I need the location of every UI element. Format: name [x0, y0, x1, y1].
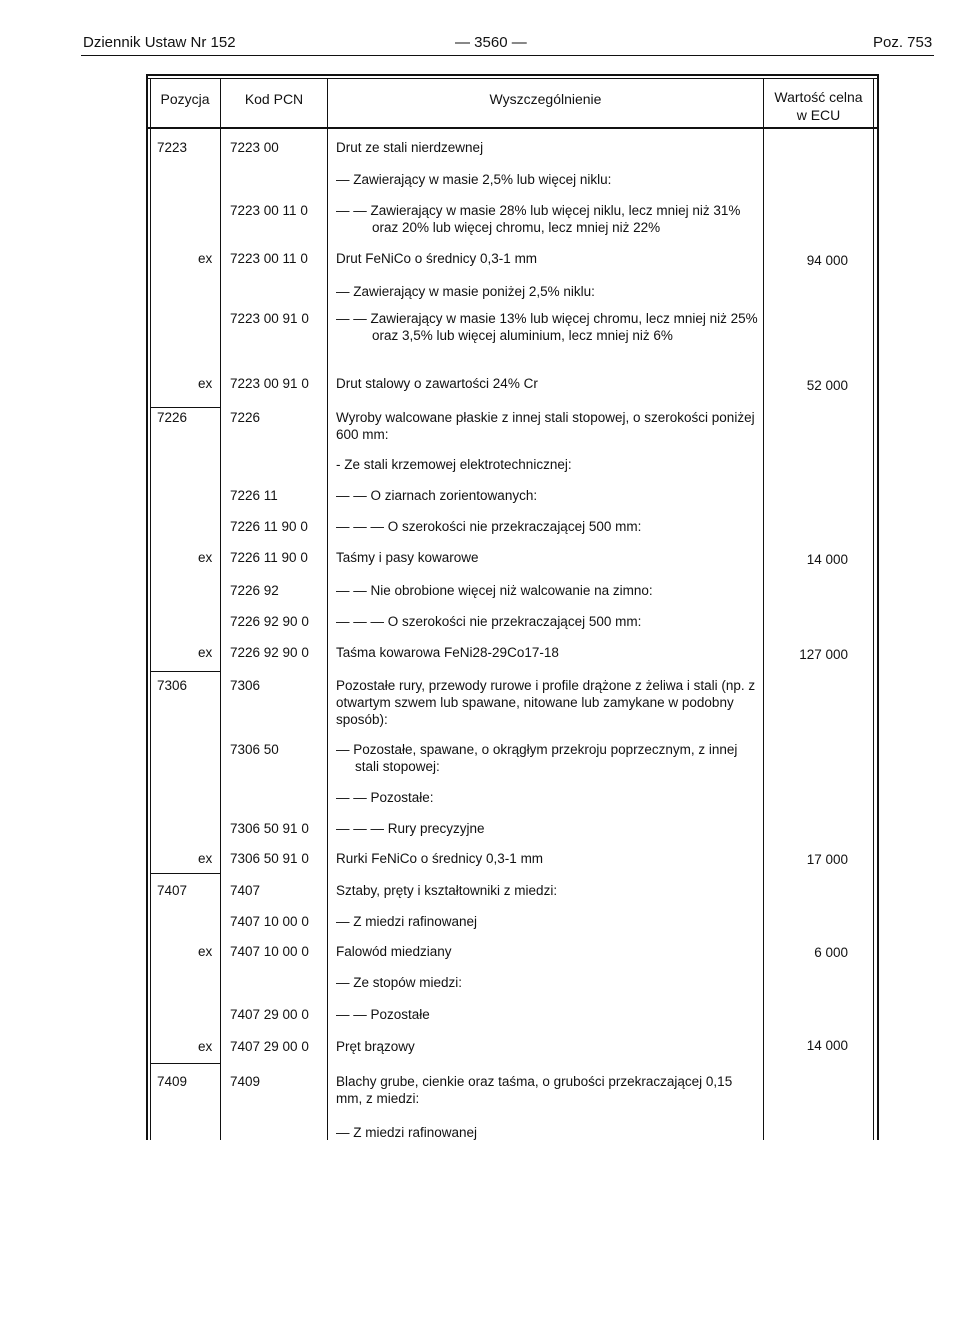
cell-ex-marker: ex: [198, 645, 213, 660]
cell-kod-pcn: 7407 10 00 0: [230, 914, 309, 929]
header-rule: [81, 55, 934, 56]
cell-description: — Z miedzi rafinowanej: [336, 1125, 478, 1140]
cell-description: — — Zawierający w masie 13% lub więcej chromu, lecz mniej niż 25% oraz 3,5% lub więcej aluminium, lecz mniej niż 6%: [336, 311, 758, 343]
cell-ex-marker: ex: [198, 944, 213, 959]
cell-kod-pcn: 7223 00 11 0: [230, 251, 308, 266]
cell-kod-pcn: 7226: [230, 410, 261, 425]
cell-kod-pcn: 7226 11: [230, 488, 278, 503]
cell-description: — — Pozostałe: [336, 1007, 430, 1022]
cell-wartosc: 17 000: [806, 852, 848, 867]
journal-title: Dziennik Ustaw Nr 152: [83, 34, 236, 51]
cell-description: — — — O szerokości nie przekraczającej 500 mm:: [336, 614, 642, 629]
table-left-border: [146, 74, 148, 1140]
cell-description: Taśmy i pasy kowarowe: [336, 550, 479, 565]
cell-kod-pcn: 7306 50 91 0: [230, 851, 309, 866]
position-number: Poz. 753: [873, 34, 933, 51]
cell-wartosc: 127 000: [799, 647, 848, 662]
cell-description: Rurki FeNiCo o średnicy 0,3-1 mm: [336, 851, 544, 866]
cell-description: Sztaby, pręty i kształtowniki z miedzi:: [336, 883, 558, 898]
cell-description: — — — O szerokości nie przekraczającej 500 mm:: [336, 519, 642, 534]
cell-description: Drut FeNiCo o średnicy 0,3-1 mm: [336, 251, 538, 266]
cell-wartosc: 14 000: [806, 552, 848, 567]
cell-description: — — Pozostałe:: [336, 790, 434, 805]
cell-ex-marker: ex: [198, 376, 213, 391]
cell-description: — — Nie obrobione więcej niż walcowanie na zimno:: [336, 583, 653, 598]
cell-kod-pcn: 7409: [230, 1074, 261, 1089]
col-header-kod: Kod PCN: [244, 91, 304, 107]
col-divider-3: [763, 78, 764, 1140]
col-header-opis: Wyszczególnienie: [489, 91, 602, 107]
cell-pozycja: 7407: [157, 883, 188, 898]
cell-ex-marker: ex: [198, 251, 213, 266]
group-divider-7306: [150, 671, 220, 672]
cell-kod-pcn: 7226 92: [230, 583, 279, 598]
cell-kod-pcn: 7226 92 90 0: [230, 645, 309, 660]
cell-ex-marker: ex: [198, 851, 213, 866]
cell-description: — Pozostałe, spawane, o okrągłym przekroju poprzecznym, z innej stali stopowej:: [336, 742, 738, 774]
cell-pozycja: 7226: [157, 410, 188, 425]
cell-description: — — O ziarnach zorientowanych:: [336, 488, 538, 503]
cell-kod-pcn: 7223 00 91 0: [230, 311, 309, 326]
cell-kod-pcn: 7407 29 00 0: [230, 1039, 309, 1054]
cell-description: — — Zawierający w masie 28% lub więcej niklu, lecz mniej niż 31% oraz 20% lub więcej chromu, lecz mniej niż 22%: [336, 203, 741, 235]
cell-description: Falowód miedziany: [336, 944, 452, 959]
cell-wartosc: 52 000: [806, 378, 848, 393]
cell-description: Wyroby walcowane płaskie z innej stali stopowej, o szerokości poniżej 600 mm:: [336, 410, 755, 442]
table-top-border-inner: [146, 78, 877, 79]
col-header-wartosc-2: w ECU: [796, 107, 841, 123]
cell-ex-marker: ex: [198, 1039, 213, 1054]
cell-description: — Z miedzi rafinowanej: [336, 914, 478, 929]
cell-kod-pcn: 7226 11 90 0: [230, 550, 308, 565]
cell-kod-pcn: 7223 00 11 0: [230, 203, 308, 218]
page-number: — 3560 —: [455, 34, 527, 51]
cell-wartosc: 14 000: [806, 1038, 848, 1053]
cell-kod-pcn: 7306 50 91 0: [230, 821, 309, 836]
table-left-border-inner: [150, 78, 151, 1140]
group-divider-7409: [150, 1063, 220, 1064]
cell-description: — Zawierający w masie 2,5% lub więcej niklu:: [336, 172, 612, 187]
cell-description: — — — Rury precyzyjne: [336, 821, 485, 836]
cell-description: Pręt brązowy: [336, 1039, 415, 1054]
header-bottom-border: [146, 127, 877, 129]
cell-kod-pcn: 7223 00 91 0: [230, 376, 309, 391]
cell-wartosc: 6 000: [814, 945, 848, 960]
cell-description: Pozostałe rury, przewody rurowe i profile drążone z żeliwa i stali (np. z otwartym szwem lub spawane, nitowane lub zamykane w podobny sposób):: [336, 678, 756, 727]
col-divider-1: [220, 78, 221, 1140]
cell-kod-pcn: 7407 29 00 0: [230, 1007, 309, 1022]
cell-wartosc: 94 000: [806, 253, 848, 268]
cell-kod-pcn: 7226 92 90 0: [230, 614, 309, 629]
cell-kod-pcn: 7306 50: [230, 742, 279, 757]
cell-description: Drut stalowy o zawartości 24% Cr: [336, 376, 538, 391]
cell-kod-pcn: 7226 11 90 0: [230, 519, 308, 534]
col-header-pozycja: Pozycja: [160, 91, 210, 107]
cell-pozycja: 7409: [157, 1074, 188, 1089]
cell-pozycja: 7223: [157, 140, 188, 155]
cell-kod-pcn: 7223 00: [230, 140, 279, 155]
group-divider-7407: [150, 873, 220, 874]
cell-description: Taśma kowarowa FeNi28-29Co17-18: [336, 645, 559, 660]
cell-pozycja: 7306: [157, 678, 188, 693]
group-divider-7226: [150, 407, 220, 408]
cell-description: - Ze stali krzemowej elektrotechnicznej:: [336, 457, 572, 472]
cell-description: Blachy grube, cienkie oraz taśma, o grubości przekraczającej 0,15 mm, z miedzi:: [336, 1074, 733, 1106]
table-top-border: [146, 74, 877, 76]
cell-ex-marker: ex: [198, 550, 213, 565]
cell-kod-pcn: 7407: [230, 883, 261, 898]
cell-kod-pcn: 7306: [230, 678, 261, 693]
cell-description: — Zawierający w masie poniżej 2,5% niklu:: [336, 284, 595, 299]
table-right-border: [877, 74, 879, 1140]
col-divider-2: [327, 78, 328, 1140]
cell-description: Drut ze stali nierdzewnej: [336, 140, 484, 155]
col-header-wartosc-1: Wartość celna: [774, 89, 863, 105]
cell-kod-pcn: 7407 10 00 0: [230, 944, 309, 959]
table-right-border-inner: [873, 78, 874, 1140]
cell-description: — Ze stopów miedzi:: [336, 975, 463, 990]
